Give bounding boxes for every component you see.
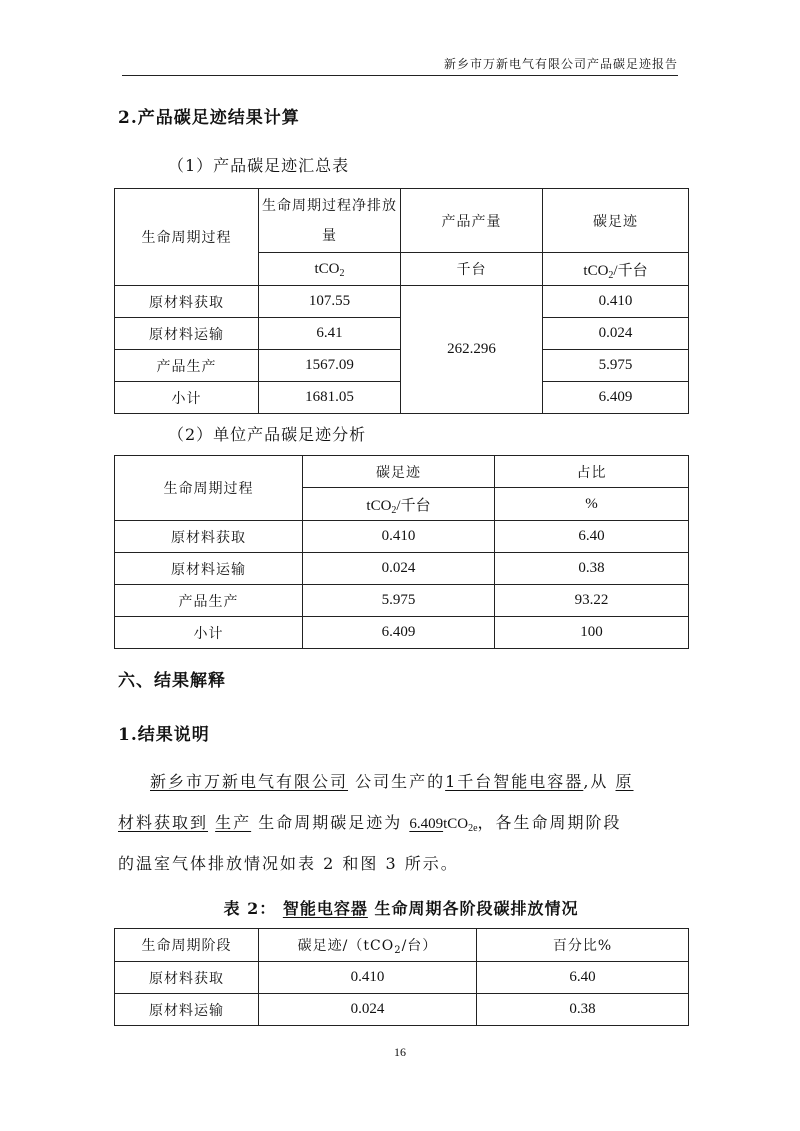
summary-table-label: （1）产品碳足迹汇总表: [168, 156, 350, 175]
unit-process: 小计: [115, 617, 303, 649]
table-row: [115, 286, 689, 318]
summary-net: 6.41: [259, 318, 401, 350]
footprint-value: 6.409: [409, 816, 444, 832]
summary-cf: 6.409: [543, 382, 689, 414]
table2-cf: 0.024: [259, 994, 477, 1026]
table-row: [115, 994, 689, 1026]
unit-unit-cf: tCO$_2$/千台: [303, 488, 495, 521]
unit-table: [114, 455, 689, 649]
summary-net: 1567.09: [259, 350, 401, 382]
result-paragraph-line-1: 新乡市万新电气有限公司 公司生产的1千台智能电容器,从 原: [150, 772, 634, 791]
summary-header-net: 生命周期过程净排放量: [259, 189, 401, 253]
unit-table-label: （2）单位产品碳足迹分析: [168, 425, 367, 444]
table2-stage: 原材料运输: [115, 994, 259, 1026]
summary-net: 1681.05: [259, 382, 401, 414]
summary-process: 产品生产: [115, 350, 259, 382]
stage-from-a: 原: [615, 772, 634, 791]
table2-header-pct: 百分比%: [477, 929, 689, 962]
summary-process: 原材料运输: [115, 318, 259, 350]
section-heading-interpret: 六、结果解释: [118, 671, 226, 691]
summary-header-output: 产品产量: [401, 189, 543, 253]
header-rule: [122, 75, 678, 76]
stage-from-b: 材料获取到: [118, 813, 209, 832]
stage-to: 生产: [215, 813, 252, 832]
table-row: [115, 521, 689, 553]
summary-header-process: 生命周期过程: [115, 189, 259, 286]
summary-header-cf: 碳足迹: [543, 189, 689, 253]
table-row: [115, 617, 689, 649]
summary-cf: 5.975: [543, 350, 689, 382]
caption-product: 智能电容器: [282, 899, 368, 918]
table2-pct: 6.40: [477, 962, 689, 994]
section-heading-calc: 2.产品碳足迹结果计算: [118, 108, 300, 128]
result-paragraph-line-2: 材料获取到 生产 生命周期碳足迹为 6.409tCO$_{2e}$，各生命周期阶段: [118, 813, 622, 834]
table2: [114, 928, 689, 1026]
unit-share: 0.38: [495, 553, 689, 585]
summary-unit-cf: tCO$_2$/千台: [543, 253, 689, 286]
unit-header-share: 占比: [495, 456, 689, 488]
table2-header-cf: 碳足迹/（tCO$_2$/台）: [259, 929, 477, 962]
unit-cf: 6.409: [303, 617, 495, 649]
summary-net: 107.55: [259, 286, 401, 318]
footprint-unit: tCO$_{2e}$: [443, 816, 478, 834]
table2-header-stage: 生命周期阶段: [115, 929, 259, 962]
unit-cf: 0.024: [303, 553, 495, 585]
unit-share: 6.40: [495, 521, 689, 553]
summary-unit-output: 千台: [401, 253, 543, 286]
unit-unit-share: %: [495, 488, 689, 521]
page-header: 新乡市万新电气有限公司产品碳足迹报告: [443, 57, 678, 71]
table2-cf: 0.410: [259, 962, 477, 994]
product-quantity: 1千台智能电容器: [445, 772, 584, 791]
summary-unit-net: tCO$_2$: [259, 253, 401, 286]
summary-process: 小计: [115, 382, 259, 414]
table2-stage: 原材料获取: [115, 962, 259, 994]
summary-process: 原材料获取: [115, 286, 259, 318]
unit-header-cf: 碳足迹: [303, 456, 495, 488]
unit-cf: 5.975: [303, 585, 495, 617]
unit-cf: 0.410: [303, 521, 495, 553]
unit-header-process: 生命周期过程: [115, 456, 303, 521]
summary-cf: 0.024: [543, 318, 689, 350]
summary-table: [114, 188, 689, 414]
summary-output-value: 262.296: [401, 286, 543, 414]
table2-pct: 0.38: [477, 994, 689, 1026]
page-number: 16: [394, 1045, 406, 1059]
unit-share: 100: [495, 617, 689, 649]
summary-cf: 0.410: [543, 286, 689, 318]
table-row: [115, 962, 689, 994]
unit-share: 93.22: [495, 585, 689, 617]
result-paragraph-line-3: 的温室气体排放情况如表 2 和图 3 所示。: [118, 854, 459, 873]
unit-process: 原材料获取: [115, 521, 303, 553]
company-name: 新乡市万新电气有限公司: [150, 772, 349, 791]
table-row: [115, 553, 689, 585]
table2-caption: 表 2： 智能电容器 生命周期各阶段碳排放情况: [223, 899, 579, 918]
table-row: [115, 585, 689, 617]
section-subheading-result: 1.结果说明: [118, 725, 210, 745]
unit-process: 原材料运输: [115, 553, 303, 585]
unit-process: 产品生产: [115, 585, 303, 617]
